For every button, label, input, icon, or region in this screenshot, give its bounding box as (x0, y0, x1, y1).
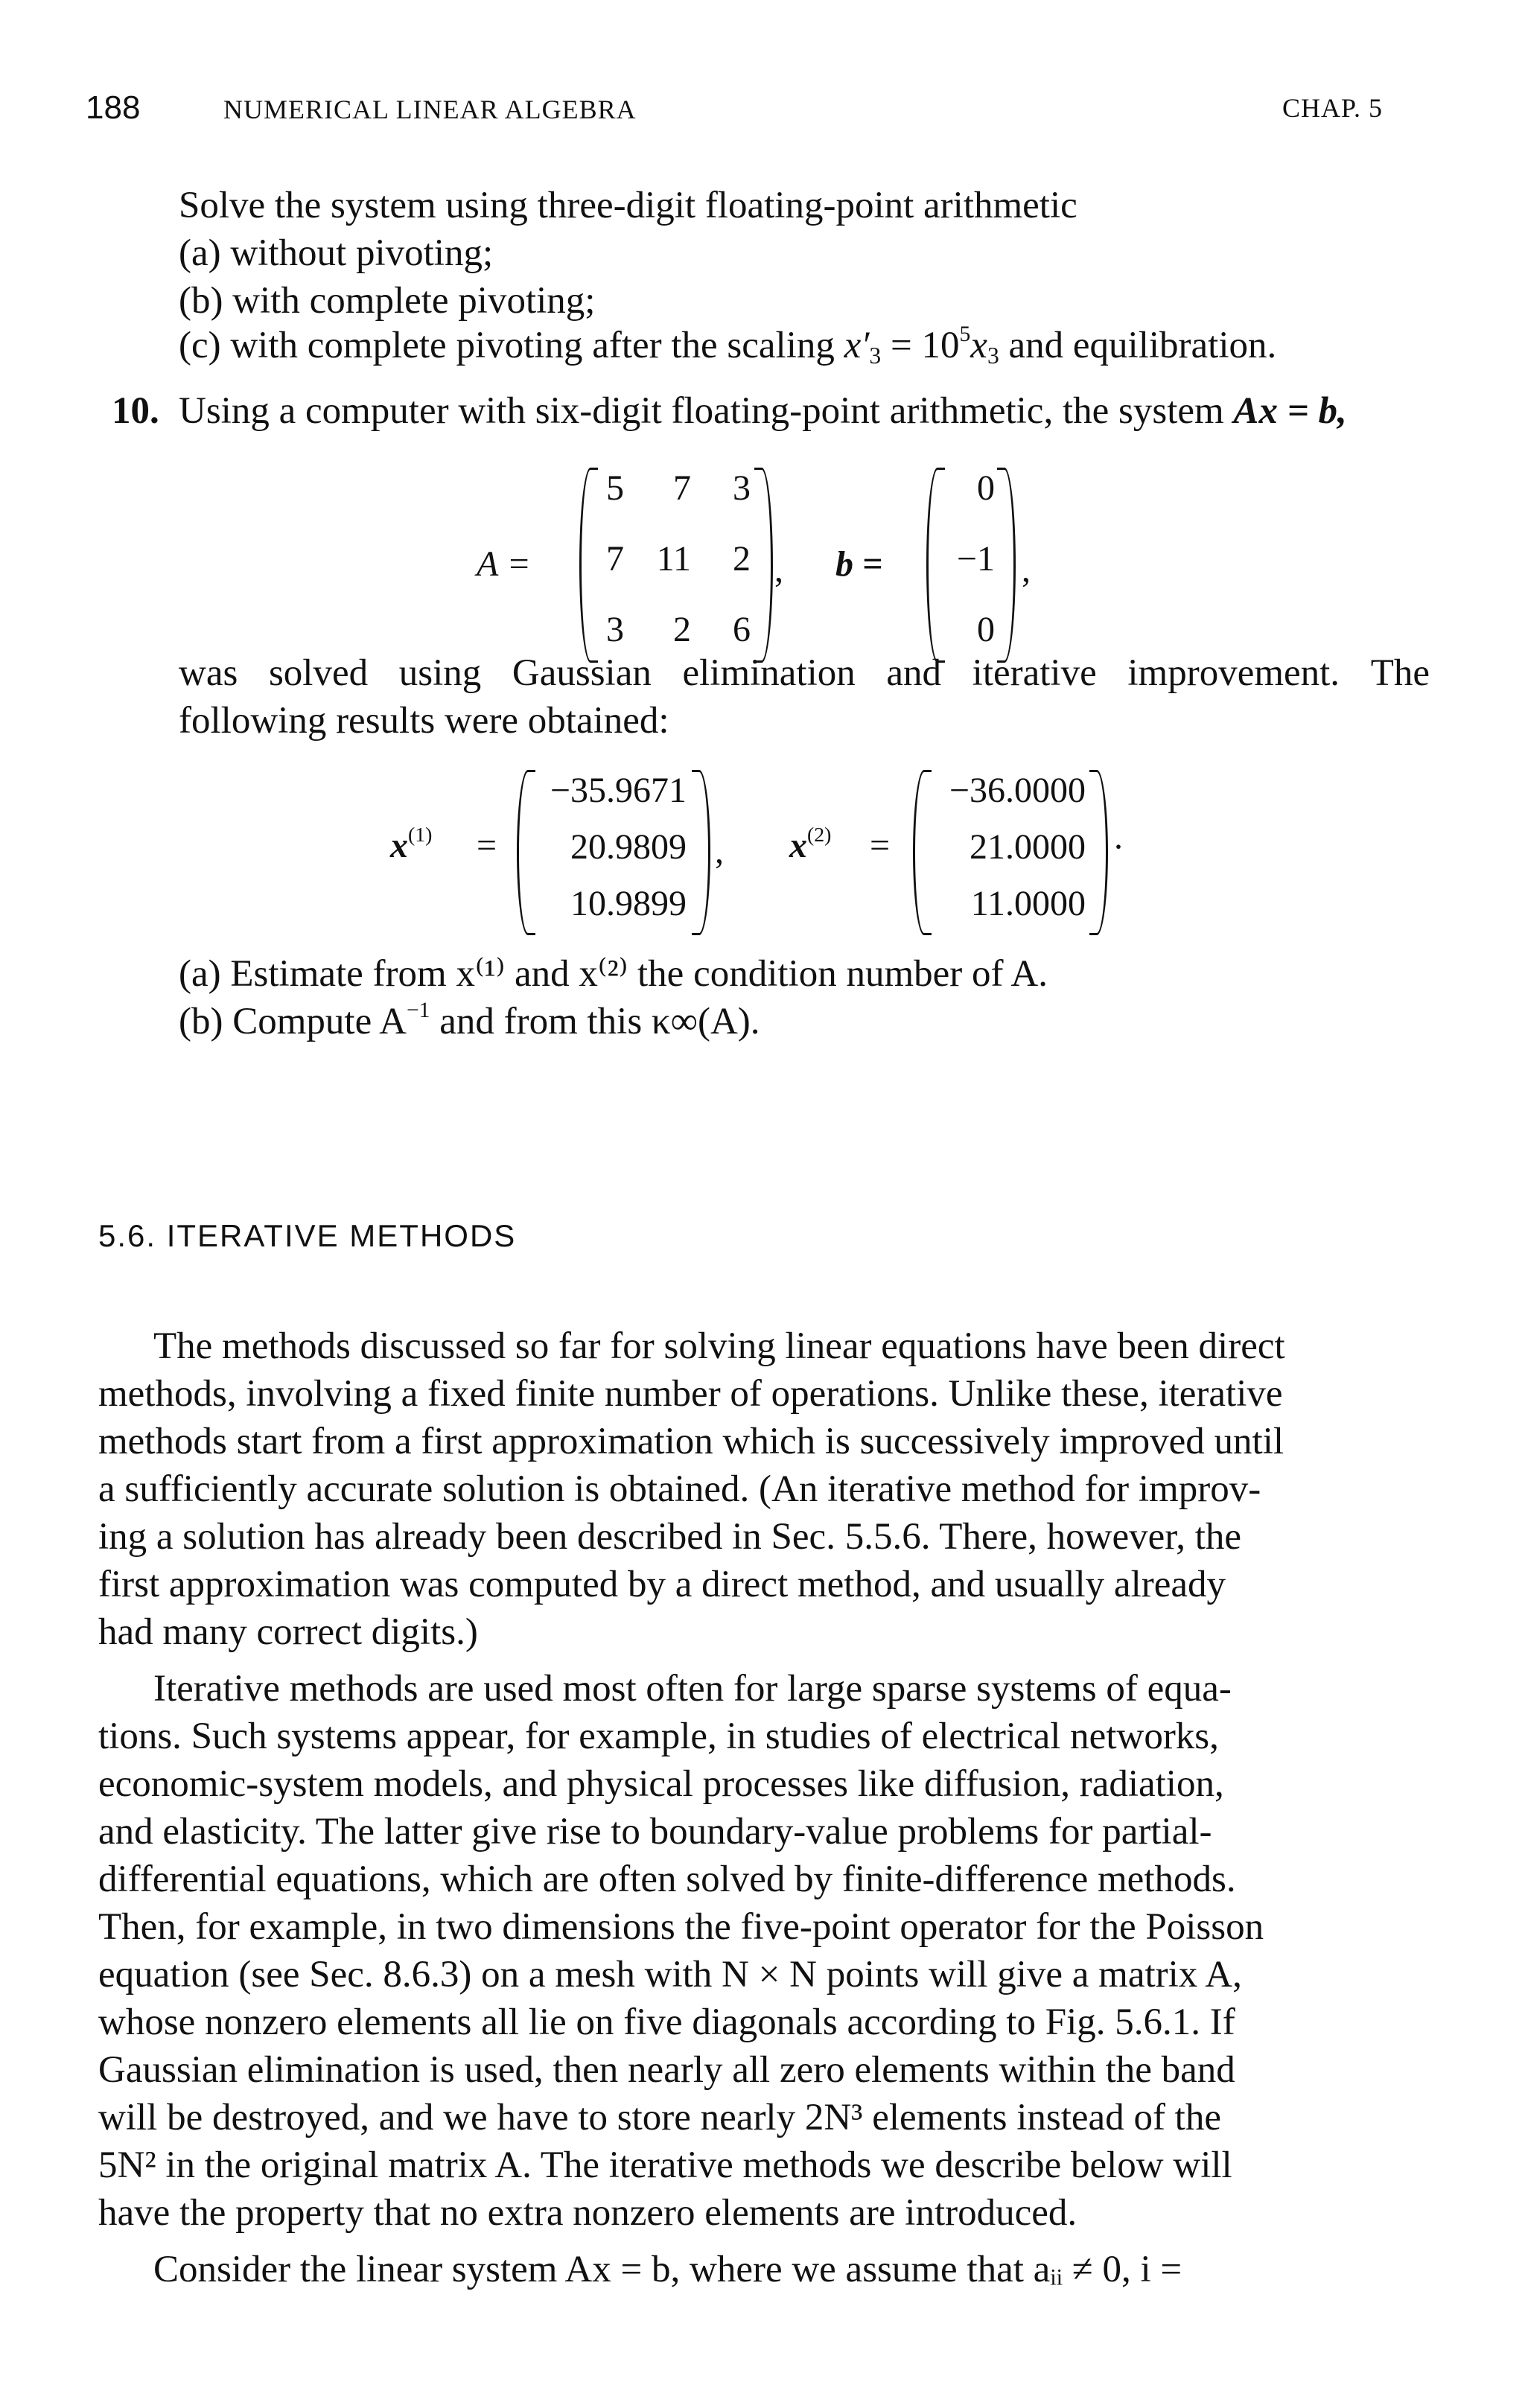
matrix-a (579, 468, 773, 663)
vector-b (926, 468, 1016, 663)
x1-vector (517, 770, 710, 935)
x1-cell: 10.9899 (570, 884, 687, 923)
matrix-a-cell: 7 (673, 468, 691, 508)
page-number: 188 (86, 89, 141, 126)
paragraph-line: had many correct digits.) (98, 1611, 478, 1653)
paragraph-line: equation (see Sec. 8.6.3) on a mesh with N × N points will give a matrix A, (98, 1954, 1242, 1995)
vector-b-cell: −1 (956, 539, 995, 579)
paragraph-line: first approximation was computed by a direct method, and usually already (98, 1564, 1226, 1605)
paragraph-line: methods start from a first approximation which is successively improved until (98, 1421, 1284, 1462)
exercise9-item-c: (c) with complete pivoting after the scaling $x'_3 = 10^5x_3$ and equilibration. (179, 322, 1277, 369)
exercise10-part-b: (b) Compute $A^{-1}$ and from this κ∞(A). (179, 998, 760, 1042)
x2-vector (913, 770, 1108, 935)
x2-equals: = (870, 826, 891, 865)
matrix-a-cell: 2 (673, 610, 691, 649)
vector-b-label: b = (835, 544, 883, 584)
x2-cell: −36.0000 (949, 771, 1086, 810)
matrix-a-cell: 2 (733, 539, 751, 579)
paragraph-line: whose nonzero elements all lie on five diagonals according to Fig. 5.6.1. If (98, 2001, 1235, 2043)
vector-b-cell: 0 (977, 468, 995, 508)
x1-comma: , (715, 832, 724, 871)
exercise10-part-a: (a) Estimate from x⁽¹⁾ and x⁽²⁾ the condition number of A. (179, 953, 1048, 995)
x1-cell: 20.9809 (570, 827, 687, 867)
matrix-a-comma: , (774, 550, 783, 590)
matrix-a-cell: 7 (606, 539, 624, 579)
paragraph-line: will be destroyed, and we have to store nearly 2N³ elements instead of the (98, 2097, 1221, 2138)
paragraph-line: ing a solution has already been described in Sec. 5.5.6. There, however, the (98, 1516, 1242, 1558)
exercise9-item-b: (b) with complete pivoting; (179, 280, 596, 322)
section-heading: 5.6. ITERATIVE METHODS (98, 1218, 517, 1253)
paragraph-line: have the property that no extra nonzero elements are introduced. (98, 2192, 1077, 2234)
chapter-label: CHAP. 5 (1282, 93, 1384, 123)
paragraph-line: Gaussian elimination is used, then nearly all zero elements within the band (98, 2049, 1235, 2091)
vector-b-right-bracket (997, 468, 1016, 663)
x2-dot: · (1112, 827, 1124, 867)
matrix-a-right-bracket (754, 468, 773, 663)
exercise10-results-line1: was solved using Gaussian elimination and iterative improvement. The (179, 652, 1430, 694)
exercise9-intro: Solve the system using three-digit floating-point arithmetic (179, 185, 1077, 226)
x2-cell: 21.0000 (970, 827, 1086, 867)
x1-right-bracket (692, 770, 710, 935)
paragraph-line: differential equations, which are often solved by finite-difference methods. (98, 1858, 1236, 1900)
x1-cell: −35.9671 (550, 771, 687, 810)
matrix-a-cell: 6 (733, 610, 751, 649)
paragraph-line: 5N² in the original matrix A. The iterative methods we describe below will (98, 2144, 1232, 2186)
paragraph-line: methods, involving a fixed finite number of operations. Unlike these, iterative (98, 1373, 1283, 1415)
paragraph-line: Then, for example, in two dimensions the five-point operator for the Poisson (98, 1906, 1264, 1948)
exercise9-item-a: (a) without pivoting; (179, 232, 494, 274)
x1-equals: = (477, 826, 497, 865)
x2-right-bracket (1089, 770, 1108, 935)
matrix-a-cell: 3 (606, 610, 624, 649)
matrix-a-label: A = (477, 544, 531, 584)
paragraph-line: and elasticity. The latter give rise to boundary-value problems for partial- (98, 1811, 1212, 1853)
paragraph-line: The methods discussed so far for solving linear equations have been direct (153, 1325, 1285, 1367)
x2-label: $x^{(2)}$ (789, 824, 832, 865)
running-title: NUMERICAL LINEAR ALGEBRA (223, 95, 637, 124)
paragraph-line: Consider the linear system Ax = b, where we assume that aᵢᵢ ≠ 0, i = (153, 2249, 1182, 2290)
paragraph-line: a sufficiently accurate solution is obtained. (An iterative method for improv- (98, 1468, 1261, 1510)
vector-b-cell: 0 (977, 610, 995, 649)
vector-b-comma: , (1022, 550, 1031, 590)
matrix-a-cell: 3 (733, 468, 751, 508)
exercise10-statement: Using a computer with six-digit floating-point arithmetic, the system Ax = b, (179, 390, 1347, 432)
matrix-a-cell: 5 (606, 468, 624, 508)
x1-label: $x^{(1)}$ (390, 824, 433, 865)
paragraph-line: tions. Such systems appear, for example, in studies of electrical networks, (98, 1716, 1219, 1757)
exercise10-results-line2: following results were obtained: (179, 700, 669, 742)
paragraph-line: economic-system models, and physical processes like diffusion, radiation, (98, 1763, 1224, 1805)
paragraph-line: Iterative methods are used most often for large sparse systems of equa- (153, 1668, 1232, 1710)
x2-cell: 11.0000 (970, 884, 1086, 923)
matrix-a-cell: 11 (656, 539, 691, 579)
exercise10-number: 10. (112, 390, 159, 432)
